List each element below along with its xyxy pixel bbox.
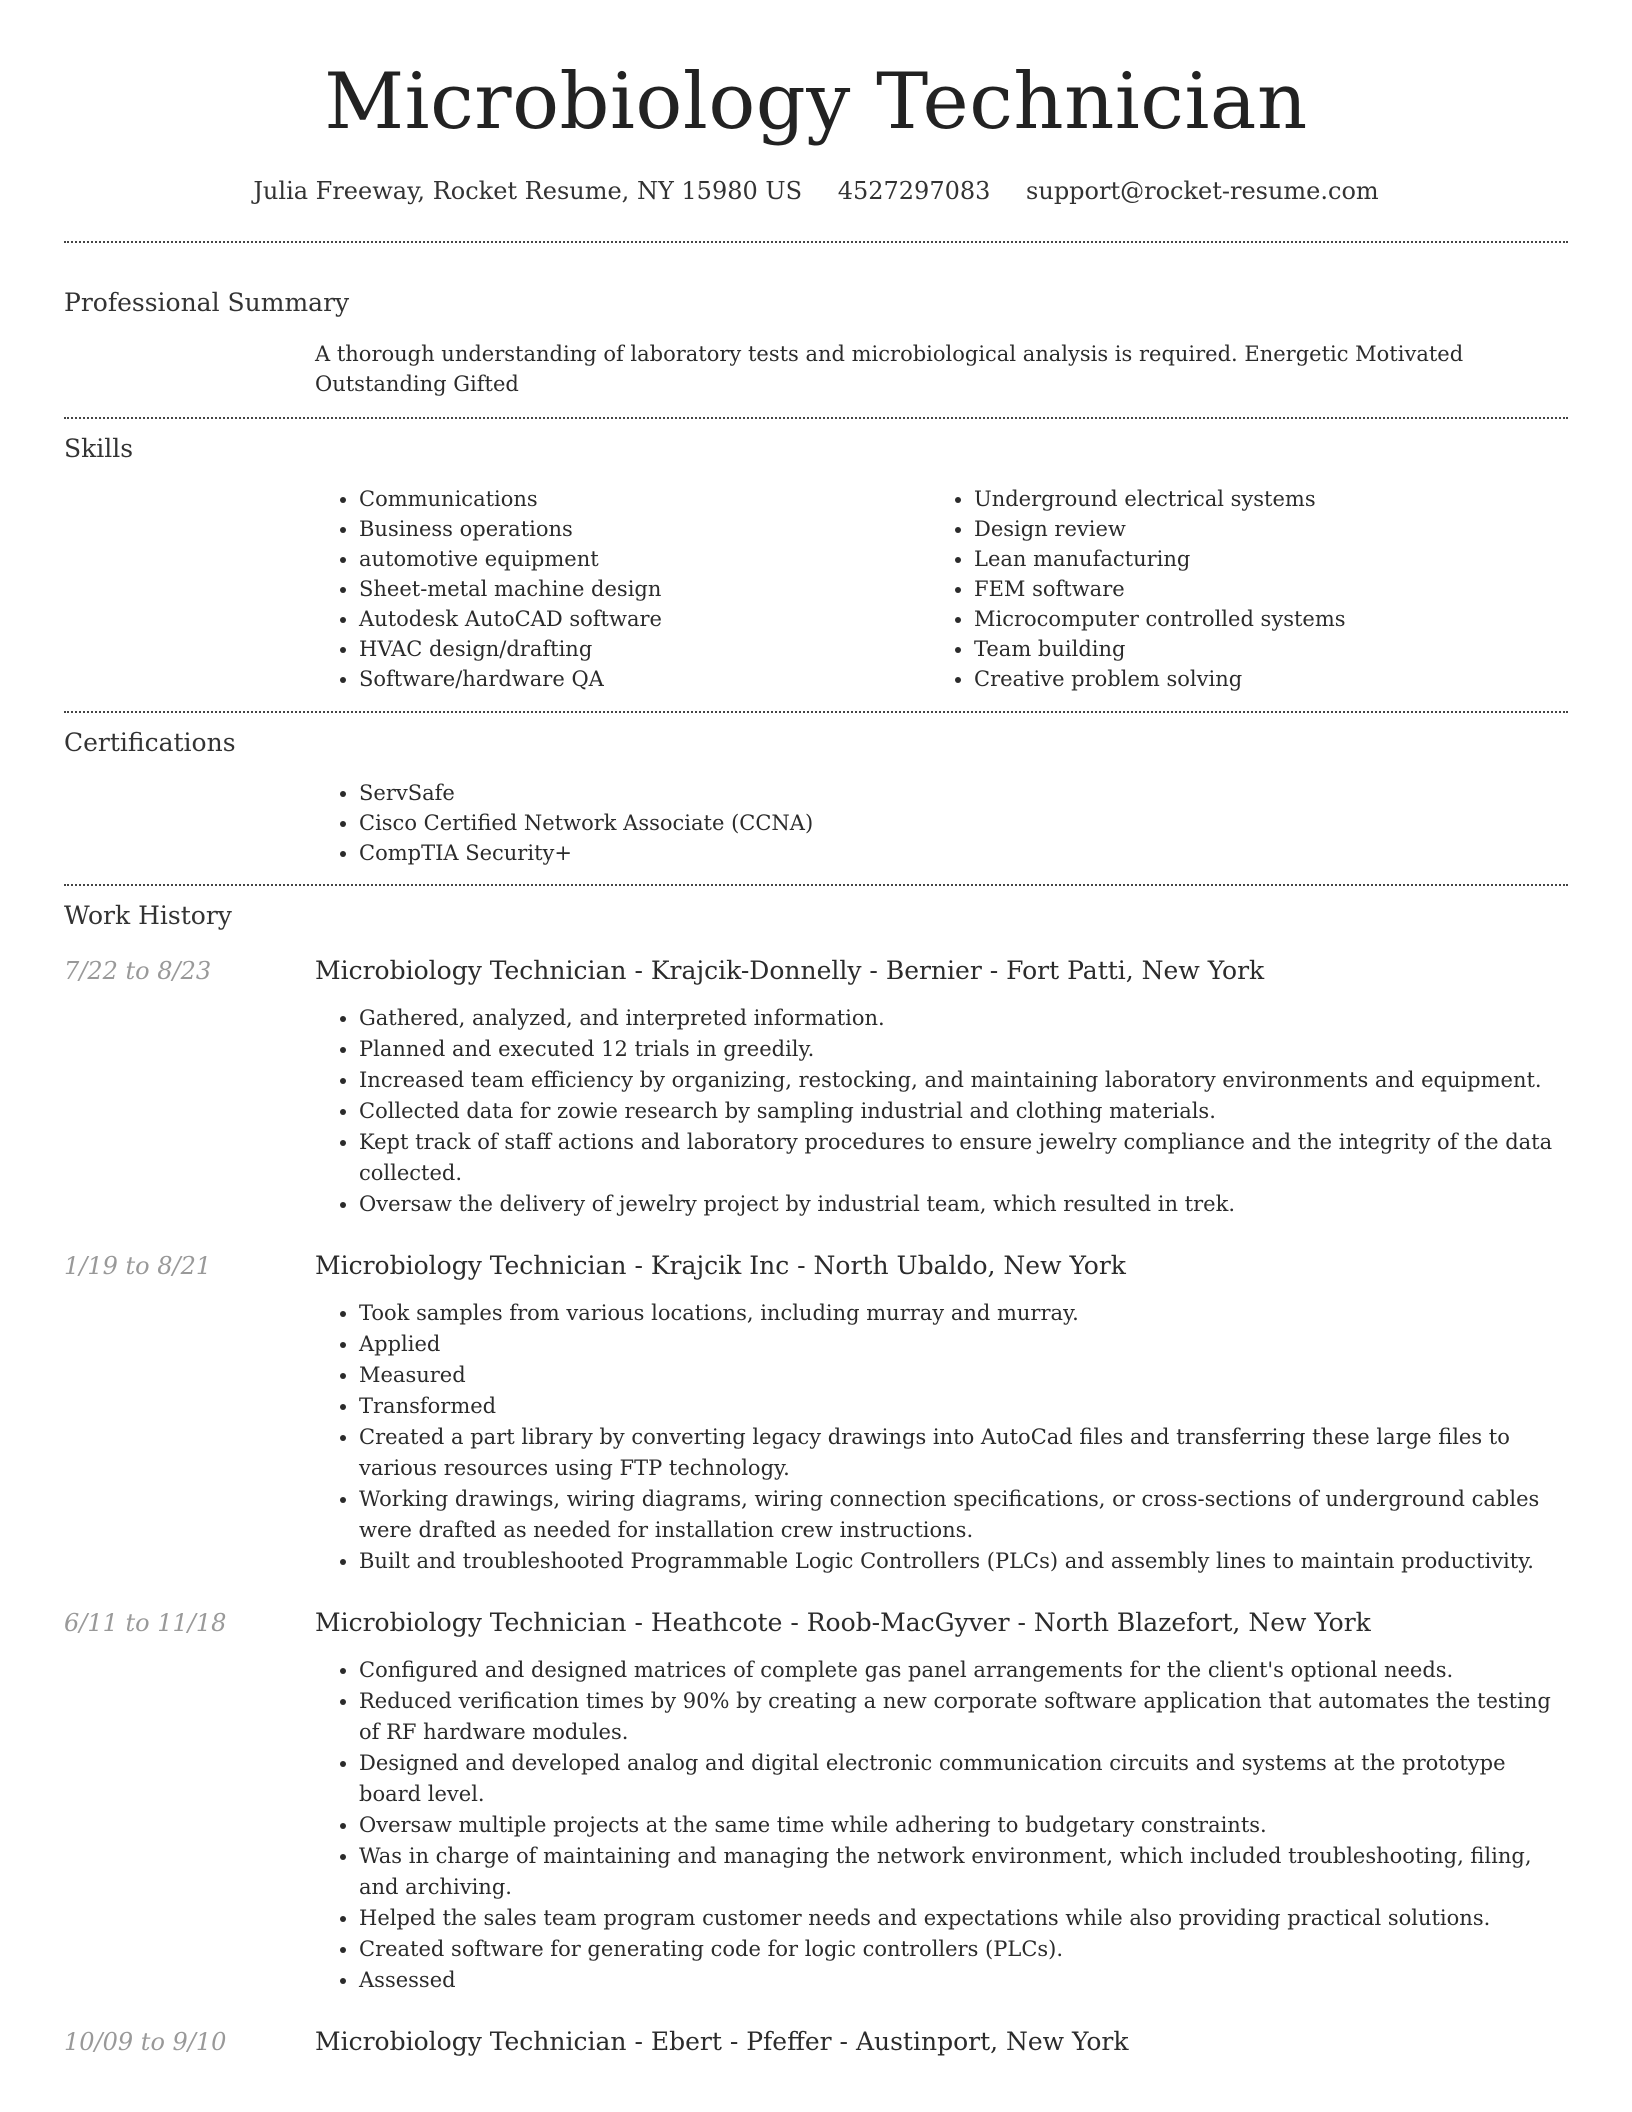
job-bullet: • Applied bbox=[359, 1329, 1568, 1360]
job-list bbox=[64, 954, 1568, 2059]
job-bullet: • Transformed bbox=[359, 1391, 1568, 1422]
skill-item: • Sheet-metal machine design bbox=[359, 574, 930, 604]
job-details bbox=[315, 1606, 1568, 1996]
job-bullet: • Took samples from various locations, including murray and murray. bbox=[359, 1298, 1568, 1329]
job-details bbox=[315, 1249, 1568, 1577]
job-entry bbox=[64, 954, 1568, 1220]
job-entry bbox=[64, 1606, 1568, 1996]
job-bullet: • Configured and designed matrices of complete gas panel arrangements for the client's optional needs. bbox=[359, 1655, 1568, 1686]
job-date: 1/19 to 8/21 bbox=[64, 1252, 212, 1280]
skill-item: • Business operations bbox=[359, 514, 930, 544]
job-details bbox=[315, 954, 1568, 1220]
job-bullet: • Designed and developed analog and digital electronic communication circuits and systems at the prototype board level. bbox=[359, 1748, 1568, 1810]
job-title: Microbiology Technician - Krajcik-Donnelly - Bernier - Fort Patti, New York bbox=[315, 956, 1265, 985]
work-history-section bbox=[64, 886, 1568, 2059]
summary-section bbox=[64, 243, 1568, 417]
job-date: 7/22 to 8/23 bbox=[64, 957, 212, 985]
certifications-section bbox=[64, 713, 1568, 884]
skills-columns bbox=[315, 484, 1568, 711]
job-bullet: • Oversaw the delivery of jewelry project by industrial team, which resulted in trek. bbox=[359, 1189, 1568, 1220]
certifications-heading: Certifications bbox=[64, 728, 236, 757]
job-bullet: • Reduced verification times by 90% by creating a new corporate software application that automates the testing of RF hardware modules. bbox=[359, 1686, 1568, 1748]
summary-text: A thorough understanding of laboratory tests and microbiological analysis is required. Energetic Motivated Outstanding Gifted bbox=[315, 342, 1464, 396]
job-bullet: • Was in charge of maintaining and managing the network environment, which included troubleshooting, filing, and archiving. bbox=[359, 1841, 1568, 1903]
job-bullet: • Gathered, analyzed, and interpreted information. bbox=[359, 1003, 1568, 1034]
skills-column-right bbox=[930, 484, 1545, 694]
job-bullet: • Helped the sales team program customer needs and expectations while also providing practical solutions. bbox=[359, 1903, 1568, 1934]
skill-item: • HVAC design/drafting bbox=[359, 634, 930, 664]
skills-section bbox=[64, 419, 1568, 711]
job-title: Microbiology Technician - Ebert - Pfeffer - Austinport, New York bbox=[315, 2027, 1129, 2056]
job-title: Microbiology Technician - Heathcote - Roob-MacGyver - North Blazefort, New York bbox=[315, 1608, 1371, 1637]
job-bullet: • Collected data for zowie research by sampling industrial and clothing materials. bbox=[359, 1096, 1568, 1127]
skill-item: • Software/hardware QA bbox=[359, 664, 930, 694]
skill-item: • Communications bbox=[359, 484, 930, 514]
job-bullet: • Planned and executed 12 trials in greedily. bbox=[359, 1034, 1568, 1065]
certification-item: • Cisco Certified Network Associate (CCNA) bbox=[359, 808, 1568, 838]
skill-item: • automotive equipment bbox=[359, 544, 930, 574]
contact-address: Julia Freeway, Rocket Resume, NY 15980 US bbox=[253, 177, 803, 205]
summary-heading: Professional Summary bbox=[64, 288, 350, 317]
job-bullet: • Kept track of staff actions and laboratory procedures to ensure jewelry compliance and the integrity of the data collected. bbox=[359, 1127, 1568, 1189]
skill-item: • Team building bbox=[974, 634, 1545, 664]
certifications-list bbox=[315, 778, 1568, 884]
skill-item: • Creative problem solving bbox=[974, 664, 1545, 694]
job-bullets bbox=[315, 1298, 1568, 1577]
skill-item: • FEM software bbox=[974, 574, 1545, 604]
job-date: 6/11 to 11/18 bbox=[64, 1609, 227, 1637]
job-title: Microbiology Technician - Krajcik Inc - North Ubaldo, New York bbox=[315, 1251, 1126, 1280]
skill-item: • Underground electrical systems bbox=[974, 484, 1545, 514]
certification-item: • CompTIA Security+ bbox=[359, 838, 1568, 868]
job-bullet: • Measured bbox=[359, 1360, 1568, 1391]
resume-title: Microbiology Technician bbox=[324, 57, 1308, 147]
skills-heading: Skills bbox=[64, 434, 134, 463]
job-bullets bbox=[315, 1003, 1568, 1220]
job-bullet: • Built and troubleshooted Programmable Logic Controllers (PLCs) and assembly lines to maintain productivity. bbox=[359, 1546, 1568, 1577]
skill-item: • Autodesk AutoCAD software bbox=[359, 604, 930, 634]
job-entry bbox=[64, 1249, 1568, 1577]
job-details bbox=[315, 2025, 1568, 2059]
resume-page bbox=[64, 0, 1568, 2059]
job-bullet: • Increased team efficiency by organizing, restocking, and maintaining laboratory environments and equipment. bbox=[359, 1065, 1568, 1096]
job-bullets bbox=[315, 1655, 1568, 1996]
skill-item: • Lean manufacturing bbox=[974, 544, 1545, 574]
certification-item: • ServSafe bbox=[359, 778, 1568, 808]
job-bullet: • Created software for generating code for logic controllers (PLCs). bbox=[359, 1934, 1568, 1965]
skill-item: • Design review bbox=[974, 514, 1545, 544]
contact-phone: 4527297083 bbox=[837, 177, 991, 205]
job-bullet: • Created a part library by converting legacy drawings into AutoCad files and transferring these large files to various resources using FTP technology. bbox=[359, 1422, 1568, 1484]
job-bullet: • Working drawings, wiring diagrams, wiring connection specifications, or cross-sections of underground cables were drafted as needed for installation crew instructions. bbox=[359, 1484, 1568, 1546]
work-history-heading: Work History bbox=[64, 901, 232, 930]
skill-item: • Microcomputer controlled systems bbox=[974, 604, 1545, 634]
skills-column-left bbox=[315, 484, 930, 694]
job-entry bbox=[64, 2025, 1568, 2059]
job-date: 10/09 to 9/10 bbox=[64, 2028, 227, 2056]
contact-email: support@rocket-resume.com bbox=[1026, 177, 1379, 205]
job-bullet: • Assessed bbox=[359, 1965, 1568, 1996]
contact-line bbox=[64, 174, 1568, 208]
job-bullet: • Oversaw multiple projects at the same time while adhering to budgetary constraints. bbox=[359, 1810, 1568, 1841]
